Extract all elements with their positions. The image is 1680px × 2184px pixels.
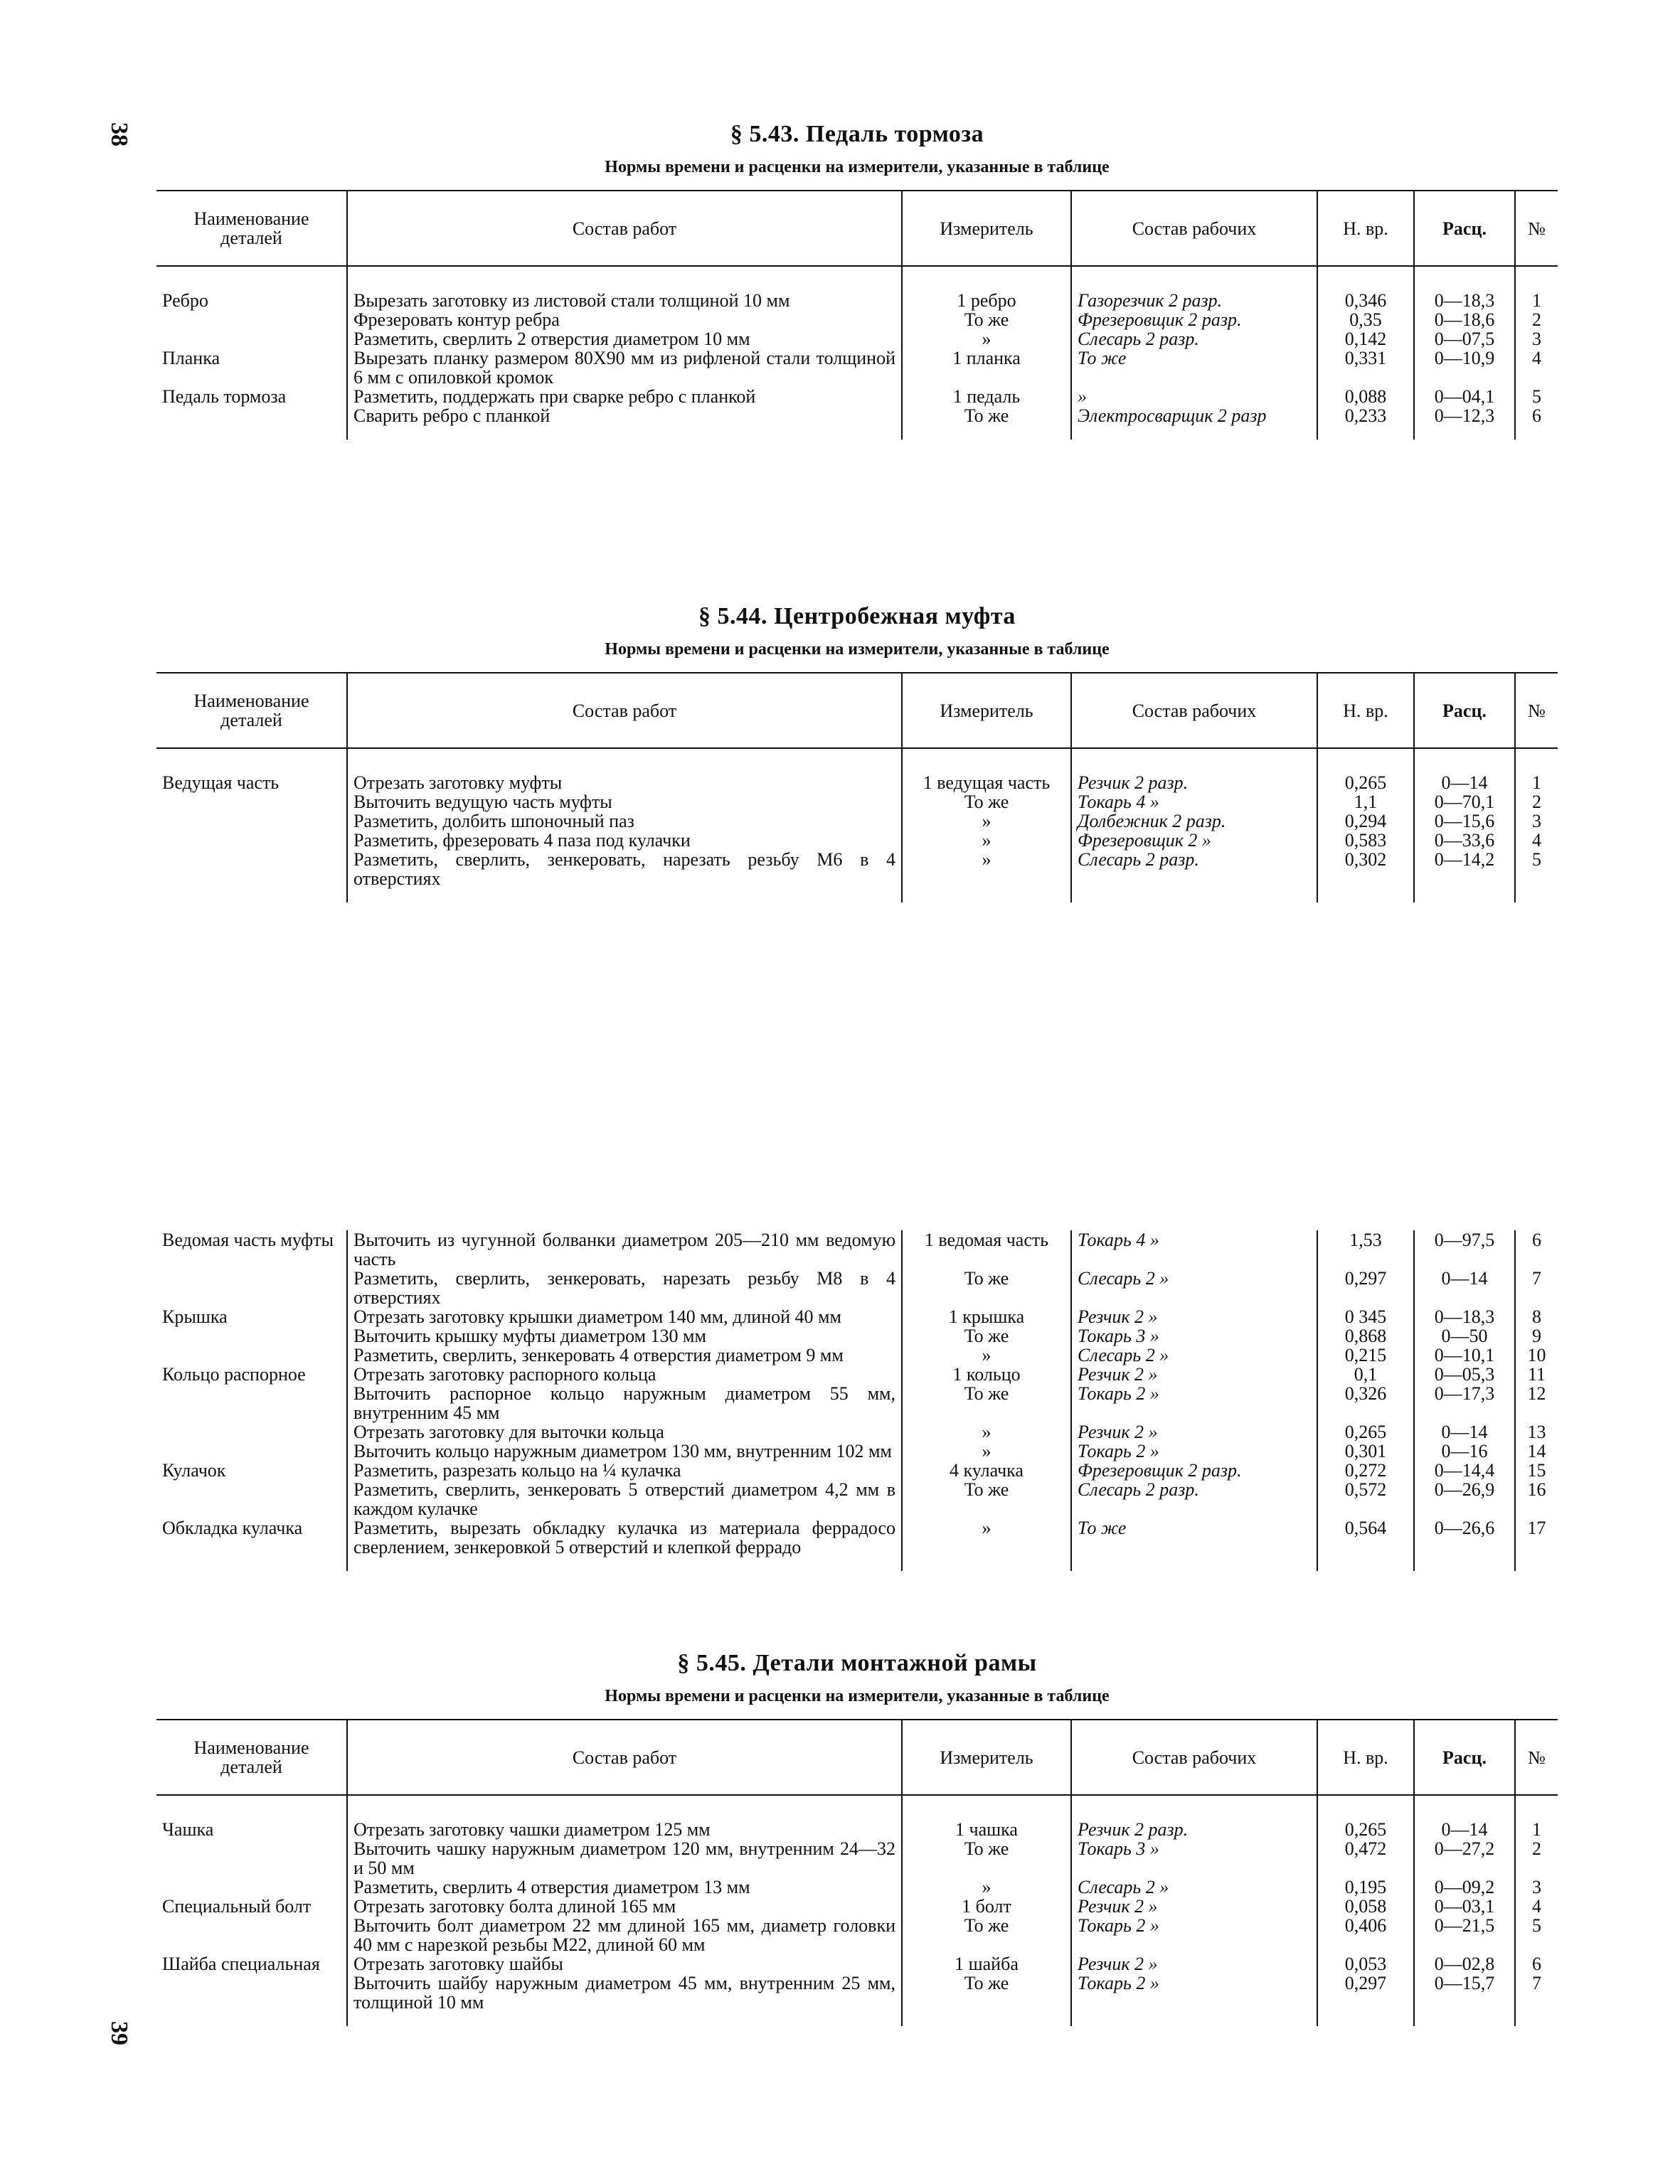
cell-measure-unit: » <box>902 831 1071 850</box>
table-row <box>156 1839 1558 1877</box>
cell-row-number: 4 <box>1515 1897 1558 1916</box>
table-row <box>156 1461 1558 1480</box>
cell-workers: Слесарь 2 » <box>1071 1269 1317 1307</box>
cell-measure-unit: » <box>902 811 1071 831</box>
cell-rate: 0—15,7 <box>1414 1973 1515 2026</box>
cell-work-description: Выточить из чугунной болванки диаметром 205—210 мм ведомую часть <box>347 1230 902 1269</box>
section-title: § 5.43. Педаль тормоза <box>730 121 984 147</box>
cell-row-number: 4 <box>1515 831 1558 850</box>
section-title: § 5.45. Детали монтажной рамы <box>677 1650 1037 1676</box>
cell-measure-unit: » <box>902 1877 1071 1897</box>
cell-measure-unit: То же <box>902 406 1071 440</box>
cell-measure-unit: То же <box>902 1384 1071 1422</box>
table-row <box>156 1877 1558 1897</box>
table-row <box>156 811 1558 831</box>
cell-work-description: Выточить крышку муфты диаметром 130 мм <box>347 1326 902 1346</box>
cell-workers: Фрезеровщик 2 » <box>1071 831 1317 850</box>
cell-row-number: 3 <box>1515 1877 1558 1897</box>
cell-workers: Газорезчик 2 разр. <box>1071 266 1317 310</box>
cell-time-norm: 0,272 <box>1317 1461 1414 1480</box>
cell-time-norm: 0,326 <box>1317 1384 1414 1422</box>
cell-work-description: Отрезать заготовку муфты <box>347 748 902 792</box>
cell-time-norm: 0 345 <box>1317 1307 1414 1326</box>
cell-row-number: 1 <box>1515 748 1558 792</box>
cell-workers: Резчик 2 разр. <box>1071 1795 1317 1839</box>
cell-work-description: Отрезать заготовку для выточки кольца <box>347 1422 902 1442</box>
header-rate: Расц. <box>1414 191 1515 266</box>
cell-detail-name <box>156 406 347 440</box>
table-row <box>156 1230 1558 1269</box>
cell-work-description: Фрезеровать контур ребра <box>347 310 902 329</box>
cell-time-norm: 1,1 <box>1317 792 1414 811</box>
cell-detail-name <box>156 1326 347 1346</box>
section-title: § 5.44. Центробежная муфта <box>698 603 1016 629</box>
cell-time-norm: 0,583 <box>1317 831 1414 850</box>
cell-work-description: Разметить, сверлить, зенкеровать 4 отверстия диаметром 9 мм <box>347 1346 902 1365</box>
cell-work-description: Отрезать заготовку болта длиной 165 мм <box>347 1897 902 1916</box>
cell-time-norm: 0,053 <box>1317 1954 1414 1973</box>
cell-workers: Токарь 4 » <box>1071 792 1317 811</box>
cell-row-number: 6 <box>1515 406 1558 440</box>
table-row <box>156 1916 1558 1954</box>
header-detail-name: Наименование деталей <box>156 191 347 266</box>
cell-detail-name <box>156 831 347 850</box>
cell-workers: Токарь 3 » <box>1071 1326 1317 1346</box>
cell-rate: 0—27,2 <box>1414 1839 1515 1877</box>
cell-time-norm: 0,294 <box>1317 811 1414 831</box>
cell-measure-unit: 1 крышка <box>902 1307 1071 1326</box>
cell-detail-name: Специальный болт <box>162 1896 312 1917</box>
cell-time-norm: 0,265 <box>1317 1795 1414 1839</box>
cell-row-number: 5 <box>1515 1916 1558 1954</box>
table-row <box>156 1422 1558 1442</box>
cell-detail-name: Педаль тормоза <box>162 386 287 407</box>
cell-work-description: Разметить, долбить шпоночный паз <box>347 811 902 831</box>
table-row <box>156 1326 1558 1346</box>
cell-measure-unit: То же <box>902 310 1071 329</box>
cell-workers: Фрезеровщик 2 разр. <box>1071 310 1317 329</box>
cell-time-norm: 0,265 <box>1317 1422 1414 1442</box>
cell-row-number: 4 <box>1515 348 1558 387</box>
cell-row-number: 1 <box>1515 1795 1558 1839</box>
page-number-bottom: 39 <box>106 2021 132 2045</box>
cell-row-number: 5 <box>1515 387 1558 406</box>
cell-measure-unit: 1 педаль <box>902 387 1071 406</box>
table-row <box>156 1307 1558 1326</box>
cell-workers: Резчик 2 » <box>1071 1897 1317 1916</box>
cell-measure-unit: 1 болт <box>902 1897 1071 1916</box>
cell-measure-unit: » <box>902 1442 1071 1461</box>
cell-row-number: 3 <box>1515 329 1558 348</box>
cell-detail-name: Ведомая часть муфты <box>162 1230 334 1250</box>
table-row <box>156 1795 1558 1839</box>
cell-workers: То же <box>1071 348 1317 387</box>
header-time-norm: Н. вр. <box>1317 673 1414 748</box>
cell-detail-name <box>156 1384 347 1422</box>
cell-row-number: 2 <box>1515 1839 1558 1877</box>
cell-row-number: 14 <box>1515 1442 1558 1461</box>
header-workers: Состав рабочих <box>1071 191 1317 266</box>
cell-rate: 0—18,3 <box>1414 266 1515 310</box>
cell-rate: 0—50 <box>1414 1326 1515 1346</box>
cell-measure-unit: То же <box>902 1269 1071 1307</box>
cell-workers: Слесарь 2 разр. <box>1071 1480 1317 1518</box>
table-row <box>156 1954 1558 1973</box>
cell-work-description: Сварить ребро с планкой <box>347 406 902 440</box>
header-row-number: № <box>1515 191 1558 266</box>
cell-rate: 0—05,3 <box>1414 1365 1515 1384</box>
cell-detail-name: Ведущая часть <box>162 772 280 793</box>
table-row <box>156 1346 1558 1365</box>
table-row <box>156 748 1558 792</box>
cell-workers: Резчик 2 » <box>1071 1365 1317 1384</box>
table-row <box>156 1897 1558 1916</box>
header-rate: Расц. <box>1414 1720 1515 1795</box>
cell-rate: 0—70,1 <box>1414 792 1515 811</box>
cell-rate: 0—15,6 <box>1414 811 1515 831</box>
cell-time-norm: 0,868 <box>1317 1326 1414 1346</box>
header-workers: Состав рабочих <box>1071 673 1317 748</box>
cell-row-number: 2 <box>1515 310 1558 329</box>
cell-workers: Долбежник 2 разр. <box>1071 811 1317 831</box>
cell-time-norm: 0,406 <box>1317 1916 1414 1954</box>
cell-rate: 0—17,3 <box>1414 1384 1515 1422</box>
cell-rate: 0—26,6 <box>1414 1518 1515 1571</box>
cell-work-description: Выточить шайбу наружным диаметром 45 мм, внутренним 25 мм, толщиной 10 мм <box>347 1973 902 2026</box>
cell-row-number: 2 <box>1515 792 1558 811</box>
cell-work-description: Выточить распорное кольцо наружным диаметром 55 мм, внутренним 45 мм <box>347 1384 902 1422</box>
cell-rate: 0—02,8 <box>1414 1954 1515 1973</box>
header-measure-unit: Измеритель <box>902 191 1071 266</box>
cell-workers: То же <box>1071 1518 1317 1571</box>
cell-time-norm: 0,1 <box>1317 1365 1414 1384</box>
cell-workers: Токарь 2 » <box>1071 1442 1317 1461</box>
table-row <box>156 1269 1558 1307</box>
cell-rate: 0—21,5 <box>1414 1916 1515 1954</box>
cell-work-description: Разметить, сверлить, зенкеровать 5 отверстий диаметром 4,2 мм в каждом кулачке <box>347 1480 902 1518</box>
page-number-top: 38 <box>106 122 132 147</box>
section-subtitle: Нормы времени и расценки на измерители, указанные в таблице <box>605 1687 1110 1705</box>
header-measure-unit: Измеритель <box>902 673 1071 748</box>
cell-work-description: Разметить, сверлить, зенкеровать, нарезать резьбу М6 в 4 отверстиях <box>347 850 902 902</box>
cell-workers: Слесарь 2 разр. <box>1071 850 1317 902</box>
cell-measure-unit: То же <box>902 792 1071 811</box>
cell-detail-name: Кольцо распорное <box>162 1364 306 1385</box>
header-workers: Состав рабочих <box>1071 1720 1317 1795</box>
cell-measure-unit: 1 планка <box>902 348 1071 387</box>
header-rate: Расц. <box>1414 673 1515 748</box>
cell-work-description: Разметить, сверлить 4 отверстия диаметром 13 мм <box>347 1877 902 1897</box>
cell-detail-name <box>156 1480 347 1518</box>
cell-work-description: Отрезать заготовку шайбы <box>347 1954 902 1973</box>
cell-detail-name: Чашка <box>162 1819 214 1840</box>
cell-time-norm: 0,346 <box>1317 266 1414 310</box>
table-header <box>156 1720 1558 1795</box>
table-row <box>156 792 1558 811</box>
header-row-number: № <box>1515 1720 1558 1795</box>
cell-time-norm: 0,472 <box>1317 1839 1414 1877</box>
cell-workers: Резчик 2 разр. <box>1071 748 1317 792</box>
cell-measure-unit: 1 кольцо <box>902 1365 1071 1384</box>
table-row <box>156 1442 1558 1461</box>
cell-work-description: Разметить, фрезеровать 4 паза под кулачки <box>347 831 902 850</box>
table-row <box>156 387 1558 406</box>
table-row <box>156 1384 1558 1422</box>
cell-rate: 0—04,1 <box>1414 387 1515 406</box>
cell-row-number: 6 <box>1515 1230 1558 1269</box>
cell-workers: Токарь 4 » <box>1071 1230 1317 1269</box>
table-row <box>156 831 1558 850</box>
cell-rate: 0—10,1 <box>1414 1346 1515 1365</box>
table-row <box>156 1365 1558 1384</box>
cell-rate: 0—18,6 <box>1414 310 1515 329</box>
cell-time-norm: 0,215 <box>1317 1346 1414 1365</box>
cell-rate: 0—18,3 <box>1414 1307 1515 1326</box>
cell-rate: 0—26,9 <box>1414 1480 1515 1518</box>
header-time-norm: Н. вр. <box>1317 1720 1414 1795</box>
cell-detail-name: Шайба специальная <box>162 1954 320 1974</box>
cell-work-description: Выточить болт диаметром 22 мм длиной 165 мм, диаметр головки 40 мм с нарезкой резьбы М22, длиной 60 мм <box>347 1916 902 1954</box>
cell-row-number: 7 <box>1515 1269 1558 1307</box>
cell-detail-name: Планка <box>162 348 220 368</box>
cell-time-norm: 0,302 <box>1317 850 1414 902</box>
cell-rate: 0—14 <box>1414 1795 1515 1839</box>
cell-time-norm: 0,297 <box>1317 1973 1414 2026</box>
cell-measure-unit: То же <box>902 1916 1071 1954</box>
table-row <box>156 406 1558 440</box>
cell-detail-name <box>156 1973 347 2026</box>
cell-measure-unit: То же <box>902 1839 1071 1877</box>
cell-work-description: Разметить, сверлить 2 отверстия диаметром 10 мм <box>347 329 902 348</box>
cell-detail-name: Крышка <box>162 1306 228 1327</box>
cell-workers: Токарь 2 » <box>1071 1916 1317 1954</box>
table-header <box>156 673 1558 748</box>
table-row <box>156 1518 1558 1571</box>
cell-detail-name <box>156 1916 347 1954</box>
cell-measure-unit: 1 чашка <box>902 1795 1071 1839</box>
cell-detail-name <box>156 310 347 329</box>
cell-detail-name <box>156 1346 347 1365</box>
cell-workers: Токарь 3 » <box>1071 1839 1317 1877</box>
cell-rate: 0—10,9 <box>1414 348 1515 387</box>
cell-time-norm: 0,058 <box>1317 1897 1414 1916</box>
cell-rate: 0—12,3 <box>1414 406 1515 440</box>
cell-row-number: 6 <box>1515 1954 1558 1973</box>
section-5-43 <box>156 121 1558 440</box>
cell-workers: Электросварщик 2 разр <box>1071 406 1317 440</box>
cell-row-number: 7 <box>1515 1973 1558 2026</box>
header-row-number: № <box>1515 673 1558 748</box>
cell-measure-unit: 1 шайба <box>902 1954 1071 1973</box>
section-5-45 <box>156 1650 1558 2026</box>
cell-workers: Слесарь 2 разр. <box>1071 329 1317 348</box>
cell-measure-unit: 1 ведущая часть <box>902 748 1071 792</box>
cell-time-norm: 0,297 <box>1317 1269 1414 1307</box>
cell-detail-name: Кулачок <box>162 1460 226 1481</box>
cell-row-number: 3 <box>1515 811 1558 831</box>
section-5-44-continuation <box>156 1230 1558 1571</box>
cell-measure-unit: 1 ребро <box>902 266 1071 310</box>
cell-workers: Слесарь 2 » <box>1071 1877 1317 1897</box>
cell-measure-unit: 4 кулачка <box>902 1461 1071 1480</box>
table-row <box>156 348 1558 387</box>
cell-row-number: 16 <box>1515 1480 1558 1518</box>
cell-rate: 0—33,6 <box>1414 831 1515 850</box>
cell-measure-unit: То же <box>902 1326 1071 1346</box>
cell-row-number: 13 <box>1515 1422 1558 1442</box>
norms-table <box>156 1719 1558 2026</box>
cell-work-description: Выточить кольцо наружным диаметром 130 мм, внутренним 102 мм <box>347 1442 902 1461</box>
cell-detail-name <box>156 1442 347 1461</box>
cell-work-description: Выточить ведущую часть муфты <box>347 792 902 811</box>
cell-workers: Резчик 2 » <box>1071 1954 1317 1973</box>
cell-time-norm: 0,564 <box>1317 1518 1414 1571</box>
cell-workers: Токарь 2 » <box>1071 1384 1317 1422</box>
cell-rate: 0—16 <box>1414 1442 1515 1461</box>
cell-detail-name <box>156 811 347 831</box>
cell-measure-unit: » <box>902 1518 1071 1571</box>
cell-measure-unit: » <box>902 329 1071 348</box>
cell-rate: 0—07,5 <box>1414 329 1515 348</box>
header-work-description: Состав работ <box>347 1720 902 1795</box>
cell-workers: Резчик 2 » <box>1071 1307 1317 1326</box>
norms-table <box>156 190 1558 440</box>
cell-detail-name <box>156 792 347 811</box>
cell-rate: 0—03,1 <box>1414 1897 1515 1916</box>
header-work-description: Состав работ <box>347 191 902 266</box>
cell-detail-name <box>156 329 347 348</box>
cell-rate: 0—14 <box>1414 748 1515 792</box>
cell-detail-name: Ребро <box>162 290 208 311</box>
cell-measure-unit: » <box>902 1346 1071 1365</box>
cell-time-norm: 0,088 <box>1317 387 1414 406</box>
cell-work-description: Отрезать заготовку чашки диаметром 125 мм <box>347 1795 902 1839</box>
norms-table-continuation <box>156 1230 1558 1571</box>
table-row <box>156 266 1558 310</box>
cell-time-norm: 0,572 <box>1317 1480 1414 1518</box>
norms-table <box>156 672 1558 902</box>
table-row <box>156 329 1558 348</box>
cell-work-description: Разметить, поддержать при сварке ребро с планкой <box>347 387 902 406</box>
table-row <box>156 1480 1558 1518</box>
cell-measure-unit: То же <box>902 1973 1071 2026</box>
header-work-description: Состав работ <box>347 673 902 748</box>
cell-row-number: 11 <box>1515 1365 1558 1384</box>
cell-work-description: Разметить, сверлить, зенкеровать, нарезать резьбу М8 в 4 отверстиях <box>347 1269 902 1307</box>
table-row <box>156 850 1558 902</box>
cell-row-number: 9 <box>1515 1326 1558 1346</box>
cell-row-number: 12 <box>1515 1384 1558 1422</box>
section-subtitle: Нормы времени и расценки на измерители, указанные в таблице <box>605 158 1110 176</box>
cell-measure-unit: » <box>902 1422 1071 1442</box>
cell-detail-name <box>156 850 347 902</box>
header-detail-name: Наименование деталей <box>156 1720 347 1795</box>
cell-time-norm: 0,233 <box>1317 406 1414 440</box>
cell-work-description: Разметить, вырезать обкладку кулачка из материала феррадосо сверлением, зенкеровкой 5 отверстий и клепкой феррадо <box>347 1518 902 1571</box>
cell-rate: 0—14 <box>1414 1422 1515 1442</box>
cell-work-description: Отрезать заготовку крышки диаметром 140 мм, длиной 40 мм <box>347 1307 902 1326</box>
cell-workers: » <box>1071 387 1317 406</box>
header-time-norm: Н. вр. <box>1317 191 1414 266</box>
cell-rate: 0—97,5 <box>1414 1230 1515 1269</box>
cell-rate: 0—14 <box>1414 1269 1515 1307</box>
cell-rate: 0—14,4 <box>1414 1461 1515 1480</box>
cell-workers: Токарь 2 » <box>1071 1973 1317 2026</box>
section-subtitle: Нормы времени и расценки на измерители, указанные в таблице <box>605 640 1110 659</box>
cell-work-description: Вырезать заготовку из листовой стали толщиной 10 мм <box>347 266 902 310</box>
table-header <box>156 191 1558 266</box>
cell-workers: Слесарь 2 » <box>1071 1346 1317 1365</box>
cell-detail-name: Обкладка кулачка <box>162 1518 303 1538</box>
cell-detail-name <box>156 1877 347 1897</box>
cell-time-norm: 0,142 <box>1317 329 1414 348</box>
cell-detail-name <box>156 1269 347 1307</box>
cell-time-norm: 0,195 <box>1317 1877 1414 1897</box>
table-row <box>156 1973 1558 2026</box>
cell-row-number: 10 <box>1515 1346 1558 1365</box>
section-5-44 <box>156 603 1558 902</box>
cell-row-number: 15 <box>1515 1461 1558 1480</box>
cell-work-description: Отрезать заготовку распорного кольца <box>347 1365 902 1384</box>
cell-work-description: Разметить, разрезать кольцо на ¼ кулачка <box>347 1461 902 1480</box>
cell-measure-unit: » <box>902 850 1071 902</box>
cell-time-norm: 1,53 <box>1317 1230 1414 1269</box>
cell-workers: Фрезеровщик 2 разр. <box>1071 1461 1317 1480</box>
cell-detail-name <box>156 1422 347 1442</box>
cell-measure-unit: То же <box>902 1480 1071 1518</box>
cell-row-number: 17 <box>1515 1518 1558 1571</box>
cell-rate: 0—14,2 <box>1414 850 1515 902</box>
cell-work-description: Выточить чашку наружным диаметром 120 мм, внутренним 24—32 и 50 мм <box>347 1839 902 1877</box>
cell-time-norm: 0,301 <box>1317 1442 1414 1461</box>
cell-row-number: 8 <box>1515 1307 1558 1326</box>
header-detail-name: Наименование деталей <box>156 673 347 748</box>
cell-row-number: 1 <box>1515 266 1558 310</box>
cell-detail-name <box>156 1839 347 1877</box>
cell-time-norm: 0,35 <box>1317 310 1414 329</box>
table-row <box>156 310 1558 329</box>
cell-measure-unit: 1 ведомая часть <box>902 1230 1071 1269</box>
cell-row-number: 5 <box>1515 850 1558 902</box>
cell-workers: Резчик 2 » <box>1071 1422 1317 1442</box>
cell-rate: 0—09,2 <box>1414 1877 1515 1897</box>
cell-time-norm: 0,265 <box>1317 748 1414 792</box>
cell-work-description: Вырезать планку размером 80Х90 мм из рифленой стали толщиной 6 мм с опиловкой кромок <box>347 348 902 387</box>
header-measure-unit: Измеритель <box>902 1720 1071 1795</box>
cell-time-norm: 0,331 <box>1317 348 1414 387</box>
